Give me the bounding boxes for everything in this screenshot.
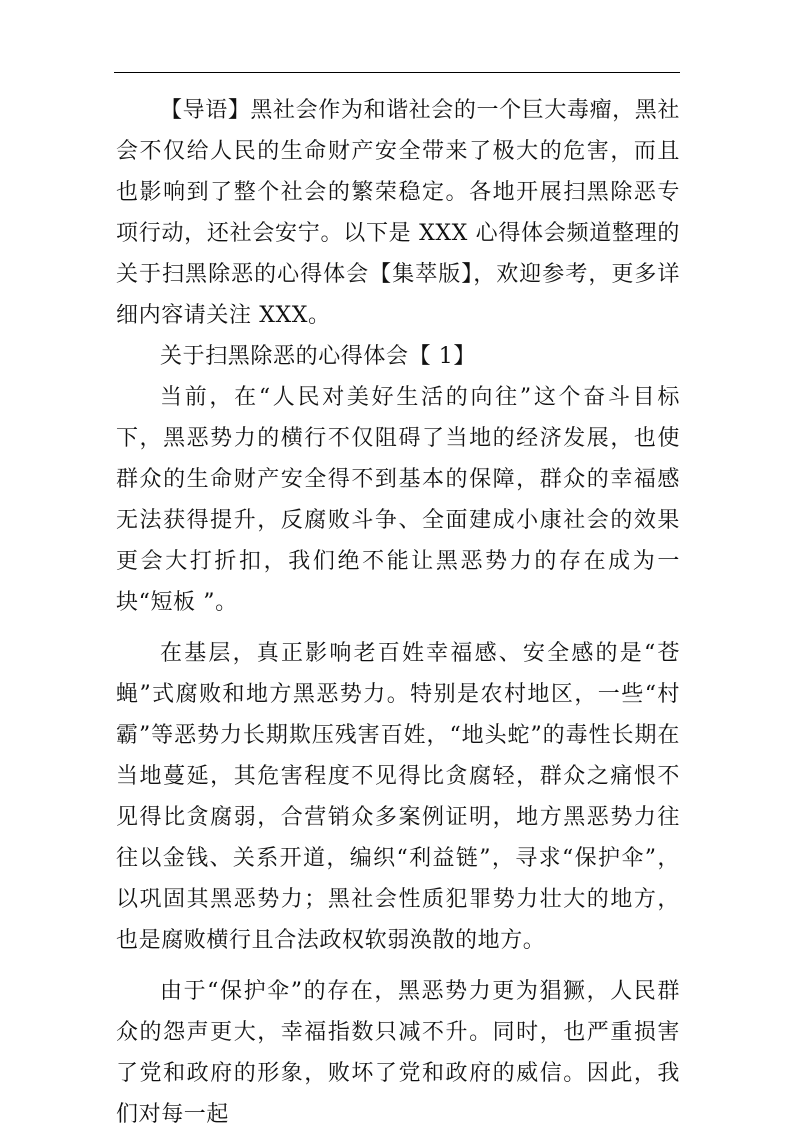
document-body bbox=[116, 90, 680, 1135]
intro-paragraph: 【导语】黑社会作为和谐社会的一个巨大毒瘤，黑社会不仅给人民的生命财产安全带来了极大的危害，而且也影响到了整个社会的繁荣稳定。各地开展扫黑除恶专项行动，还社会安宁。以下是 XXX 心得体会频道整理的关于扫黑除恶的心得体会【集萃版】，欢迎参考，更多详细内容请关注 XXX。 bbox=[116, 98, 680, 328]
body-paragraph-1: 当前，在“人民对美好生活的向往”这个奋斗目标下，黑恶势力的横行不仅阻碍了当地的经济发展，也使群众的生命财产安全得不到基本的保障，群众的幸福感无法获得提升，反腐败斗争、全面建成小康社会的效果更会大打折扣，我们绝不能让黑恶势力的存在成为一块“短板 ”。 bbox=[116, 385, 680, 615]
header-rule bbox=[114, 72, 680, 73]
body-paragraph-3: 由于“保护伞”的存在，黑恶势力更为猖獗，人民群众的怨声更大，幸福指数只减不升。同时，也严重损害了党和政府的形象，败坏了党和政府的威信。因此，我们对每一起 bbox=[116, 979, 680, 1127]
section-heading: 关于扫黑除恶的心得体会【 1】 bbox=[160, 344, 476, 369]
body-paragraph-2: 在基层，真正影响老百姓幸福感、安全感的是“苍蝇”式腐败和地方黑恶势力。特别是农村地区，一些“村霸”等恶势力长期欺压残害百姓，“地头蛇”的毒性长期在当地蔓延，其危害程度不见得比贪腐轻，群众之痛恨不见得比贪腐弱，合营销众多案例证明，地方黑恶势力往往以金钱、关系开道，编织“利益链”，寻求“保护伞”，以巩固其黑恶势力；黑社会性质犯罪势力壮大的地方，也是腐败横行且合法政权软弱涣散的地方。 bbox=[116, 641, 680, 953]
